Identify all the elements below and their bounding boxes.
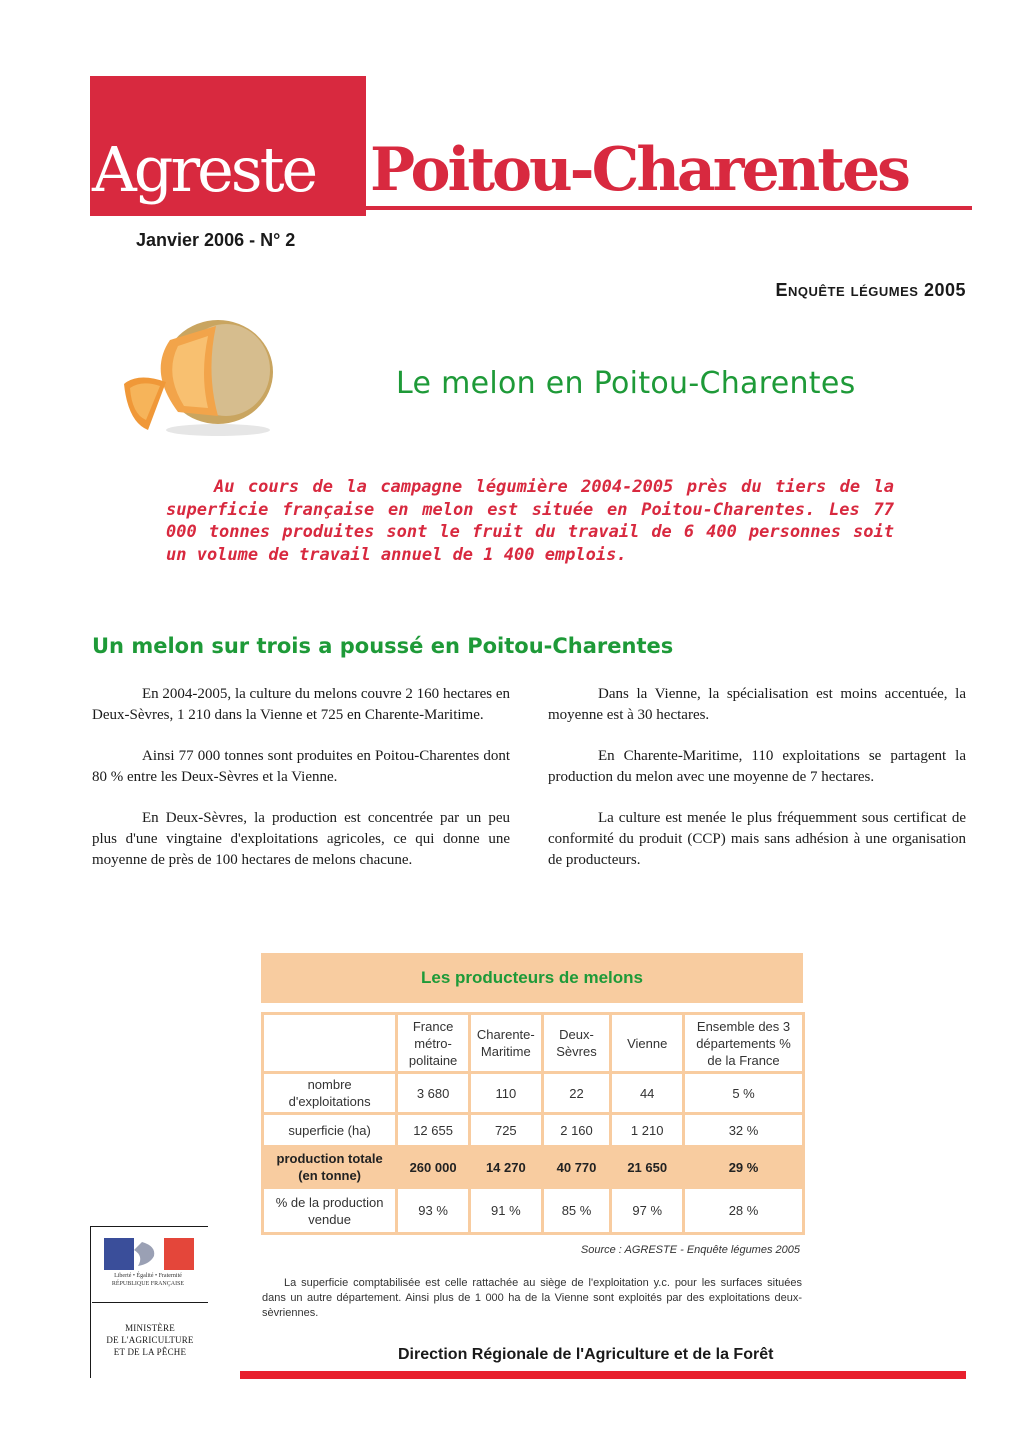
ministry-rule-top (90, 1226, 208, 1227)
paragraph: La culture est menée le plus fréquemment sous certificat de conformité du produit (CCP) mais sans adhésion à une organisation de producteurs. (548, 810, 966, 868)
republic-text: RÉPUBLIQUE FRANÇAISE (111, 1281, 185, 1287)
row-label: % de la production vendue (263, 1188, 397, 1234)
table-corner-cell (263, 1014, 397, 1073)
article-title: Le melon en Poitou-Charentes (396, 366, 856, 401)
column-header: Vienne (611, 1014, 684, 1073)
ministry-rule-vertical (90, 1226, 91, 1378)
table-row (263, 1073, 804, 1114)
table-cell: 1 210 (611, 1114, 684, 1147)
issue-date: Janvier 2006 - N° 2 (136, 230, 296, 250)
table-cell: 40 770 (542, 1147, 611, 1188)
paragraph: En 2004-2005, la culture du melons couvre 2 160 hectares en Deux-Sèvres, 1 210 dans la Vienne et 725 en Charente-Maritime. (92, 686, 510, 723)
table-note: La superficie comptabilisée est celle rattachée au siège de l'exploitation y.c. pour les surfaces situées dans un autre département. Ainsi plus de 1 000 ha de la Vienne sont exploités par des exploitations deux-sèvriennes. (262, 1277, 802, 1319)
column-header: Ensemble des 3 départements % de la France (684, 1014, 804, 1073)
paragraph: Ainsi 77 000 tonnes sont produites en Poitou-Charentes dont 80 % entre les Deux-Sèvres et la Vienne. (92, 748, 510, 785)
ministry-rule-middle (92, 1302, 208, 1303)
footer-rule (240, 1371, 966, 1379)
column-header: France métro-politaine (397, 1014, 470, 1073)
brand-rule (366, 206, 972, 210)
brand-region: Poitou-Charentes (370, 135, 908, 205)
producers-table (261, 1012, 805, 1235)
table-row (263, 1114, 804, 1147)
table-cell: 21 650 (611, 1147, 684, 1188)
table-cell: 28 % (684, 1188, 804, 1234)
body-column-right (548, 684, 966, 891)
table-row (263, 1188, 804, 1234)
table-cell: 260 000 (397, 1147, 470, 1188)
table-cell: 29 % (684, 1147, 804, 1188)
table-cell: 2 160 (542, 1114, 611, 1147)
footer-direction: Direction Régionale de l'Agriculture et de la Forêt (398, 1346, 774, 1363)
motto-text: Liberté • Égalité • Fraternité (114, 1273, 182, 1279)
table-cell: 3 680 (397, 1073, 470, 1114)
table-cell: 725 (469, 1114, 542, 1147)
row-label: superficie (ha) (263, 1114, 397, 1147)
marianne-logo (104, 1238, 194, 1270)
melon-illustration (108, 312, 278, 442)
table-cell: 110 (469, 1073, 542, 1114)
table-cell: 5 % (684, 1073, 804, 1114)
survey-title: Enquête légumes 2005 (775, 280, 966, 300)
article-lead: Au cours de la campagne légumière 2004-2005 près du tiers de la superficie française en melon est située en Poitou-Charentes. Les 77 000 tonnes produites sont le fruit du travail de 6 400 personnes soit un volume de travail annuel de 1 400 emplois. (166, 477, 894, 565)
table-cell: 93 % (397, 1188, 470, 1234)
table-cell: 32 % (684, 1114, 804, 1147)
ministry-name-line: MINISTÈRE (125, 1323, 175, 1333)
section-title: Un melon sur trois a poussé en Poitou-Charentes (92, 634, 674, 658)
paragraph: Dans la Vienne, la spécialisation est moins accentuée, la moyenne est à 30 hectares. (548, 686, 966, 723)
ministry-name-line: ET DE LA PÊCHE (113, 1347, 187, 1357)
ministry-name-line: DE L'AGRICULTURE (106, 1335, 194, 1345)
paragraph: En Deux-Sèvres, la production est concentrée par un peu plus d'une vingtaine d'exploitations agricoles, ce qui donne une moyenne de près de 100 hectares de melons chacune. (92, 810, 510, 868)
row-label: nombre d'exploitations (263, 1073, 397, 1114)
table-cell: 14 270 (469, 1147, 542, 1188)
paragraph: En Charente-Maritime, 110 exploitations se partagent la production du melon avec une moyenne de 7 hectares. (548, 748, 966, 785)
brand-name: Agreste (92, 133, 316, 206)
table-cell: 22 (542, 1073, 611, 1114)
table-header-row (263, 1014, 804, 1073)
row-label: production totale (en tonne) (263, 1147, 397, 1188)
column-header: Deux-Sèvres (542, 1014, 611, 1073)
table-source: Source : AGRESTE - Enquête légumes 2005 (580, 1244, 800, 1256)
table-title: Les producteurs de melons (261, 953, 803, 1003)
table-cell: 44 (611, 1073, 684, 1114)
table-cell: 97 % (611, 1188, 684, 1234)
table-cell: 85 % (542, 1188, 611, 1234)
table-row-highlight (263, 1147, 804, 1188)
table-cell: 12 655 (397, 1114, 470, 1147)
table-cell: 91 % (469, 1188, 542, 1234)
republic-motto (100, 1272, 196, 1288)
column-header: Charente-Maritime (469, 1014, 542, 1073)
body-column-left (92, 684, 510, 891)
ministry-name (92, 1322, 208, 1358)
